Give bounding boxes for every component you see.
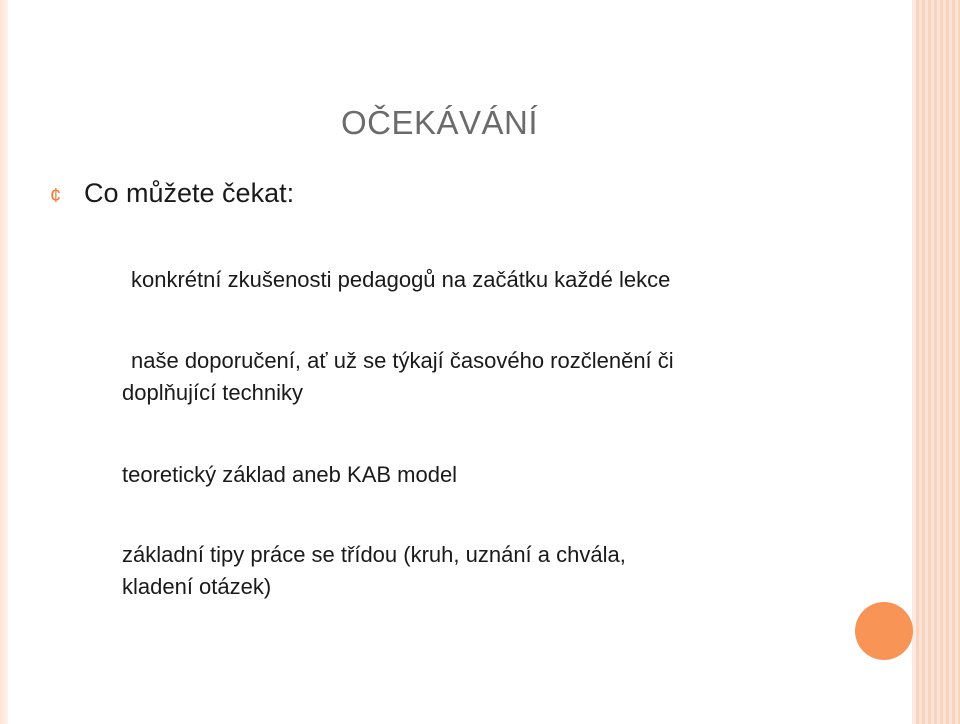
item-4-line-1: základní tipy práce se třídou (kruh, uznání a chvála, — [122, 542, 626, 567]
main-bullet — [50, 178, 294, 209]
item-3-line-1: teoretický základ aneb KAB model — [122, 462, 458, 487]
item-2-line-1: naše doporučení, ať už se týkají časového rozčlenění či — [131, 348, 674, 373]
left-border-decoration — [0, 0, 8, 724]
slide-title: OČEKÁVÁNÍ — [341, 104, 539, 141]
item-1-line-1: konkrétní zkušenosti pedagogů na začátku každé lekce — [131, 267, 671, 292]
item-2-line-2: doplňující techniky — [122, 380, 303, 405]
bullet-text: Co můžete čekat: — [84, 178, 295, 208]
right-striped-band-decoration — [916, 0, 960, 724]
item-4-line-2: kladení otázek) — [122, 574, 272, 599]
orange-circle-icon — [855, 602, 913, 660]
bullet-icon: ¢ — [50, 185, 62, 207]
